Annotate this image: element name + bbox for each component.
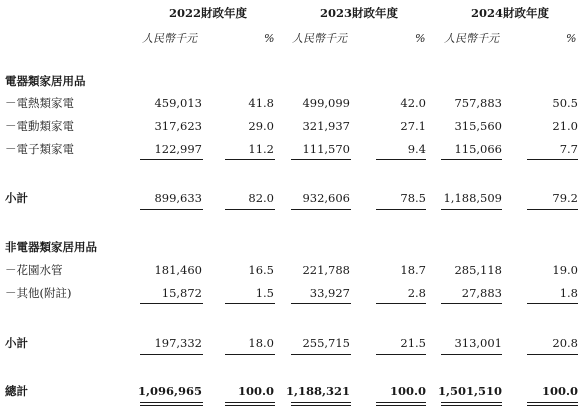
- rule-line: [441, 209, 502, 210]
- cell-pct-2024: 19.0: [552, 263, 578, 277]
- double-rule-line: [291, 405, 351, 406]
- cell-amount-2024: 757,883: [454, 96, 502, 110]
- amount-unit-2023: 人民幣千元: [292, 32, 347, 45]
- section-title-electrical: 電器類家居用品: [5, 74, 86, 88]
- double-rule-line: [140, 405, 203, 406]
- row-label: －電動類家電: [5, 119, 74, 133]
- rule-line: [291, 159, 351, 160]
- cell-amount-2023: 111,570: [302, 142, 350, 156]
- cell-pct-2023: 18.7: [400, 263, 426, 277]
- double-rule-line: [376, 405, 426, 406]
- rule-line: [441, 354, 502, 355]
- double-rule-line: [225, 402, 275, 403]
- rule-line: [441, 159, 502, 160]
- cell-pct-2023: 9.4: [407, 142, 426, 156]
- rule-line: [225, 159, 275, 160]
- subtotal-pct-2022: 18.0: [248, 336, 274, 350]
- amount-unit-2024: 人民幣千元: [444, 32, 499, 45]
- cell-amount-2022: 317,623: [154, 119, 202, 133]
- rule-line: [376, 209, 426, 210]
- rule-line: [225, 303, 275, 304]
- pct-unit-2023: %: [415, 32, 426, 45]
- rule-line: [376, 303, 426, 304]
- subtotal-label: 小計: [5, 191, 28, 205]
- double-rule-line: [376, 402, 426, 403]
- subtotal-pct-2022: 82.0: [248, 191, 274, 205]
- rule-line: [140, 303, 203, 304]
- cell-pct-2022: 16.5: [248, 263, 274, 277]
- rule-line: [441, 303, 502, 304]
- cell-pct-2024: 1.8: [559, 286, 578, 300]
- cell-pct-2024: 21.0: [552, 119, 578, 133]
- total-pct-2022: 100.0: [237, 384, 274, 398]
- cell-pct-2024: 7.7: [559, 142, 578, 156]
- cell-pct-2022: 1.5: [255, 286, 274, 300]
- cell-amount-2023: 321,937: [302, 119, 350, 133]
- cell-pct-2022: 11.2: [248, 142, 274, 156]
- rule-line: [376, 354, 426, 355]
- cell-amount-2022: 122,997: [154, 142, 202, 156]
- cell-pct-2022: 41.8: [248, 96, 274, 110]
- total-amount-2024: 1,501,510: [437, 384, 502, 398]
- total-pct-2024: 100.0: [541, 384, 578, 398]
- cell-pct-2023: 27.1: [400, 119, 426, 133]
- rule-line: [527, 303, 578, 304]
- cell-amount-2022: 459,013: [154, 96, 202, 110]
- double-rule-line: [291, 402, 351, 403]
- total-label: 總計: [5, 384, 28, 398]
- subtotal-amount-2022: 197,332: [154, 336, 202, 350]
- pct-unit-2022: %: [264, 32, 275, 45]
- row-label: －其他(附註): [5, 286, 72, 300]
- double-rule-line: [225, 405, 275, 406]
- row-label: －花園水管: [5, 263, 63, 277]
- cell-pct-2023: 2.8: [407, 286, 426, 300]
- rule-line: [140, 354, 203, 355]
- subtotal-amount-2023: 255,715: [302, 336, 350, 350]
- rule-line: [291, 303, 351, 304]
- cell-amount-2023: 499,099: [302, 96, 350, 110]
- double-rule-line: [441, 405, 502, 406]
- subtotal-amount-2024: 313,001: [454, 336, 502, 350]
- cell-amount-2022: 15,872: [161, 286, 202, 300]
- row-label: －電熱類家電: [5, 96, 74, 110]
- cell-amount-2024: 27,883: [461, 286, 502, 300]
- rule-line: [291, 209, 351, 210]
- rule-line: [225, 354, 275, 355]
- rule-line: [140, 159, 203, 160]
- year-header-2022: 2022財政年度: [168, 6, 247, 20]
- double-rule-line: [140, 402, 203, 403]
- rule-line: [140, 209, 203, 210]
- subtotal-pct-2023: 78.5: [400, 191, 426, 205]
- row-label: －電子類家電: [5, 142, 74, 156]
- subtotal-pct-2024: 20.8: [552, 336, 578, 350]
- double-rule-line: [441, 402, 502, 403]
- year-header-2024: 2024財政年度: [470, 6, 549, 20]
- subtotal-label: 小計: [5, 336, 28, 350]
- subtotal-amount-2024: 1,188,509: [443, 191, 502, 205]
- double-rule-line: [527, 405, 578, 406]
- total-amount-2022: 1,096,965: [137, 384, 202, 398]
- subtotal-amount-2022: 899,633: [154, 191, 202, 205]
- rule-line: [527, 209, 578, 210]
- year-header-2023: 2023財政年度: [319, 6, 398, 20]
- amount-unit-2022: 人民幣千元: [142, 32, 197, 45]
- cell-amount-2024: 285,118: [454, 263, 502, 277]
- pct-unit-2024: %: [566, 32, 577, 45]
- total-pct-2023: 100.0: [389, 384, 426, 398]
- rule-line: [527, 159, 578, 160]
- rule-line: [527, 354, 578, 355]
- cell-amount-2024: 315,560: [454, 119, 502, 133]
- subtotal-pct-2024: 79.2: [552, 191, 578, 205]
- cell-pct-2022: 29.0: [248, 119, 274, 133]
- double-rule-line: [527, 402, 578, 403]
- rule-line: [376, 159, 426, 160]
- total-amount-2023: 1,188,321: [285, 384, 350, 398]
- cell-amount-2024: 115,066: [454, 142, 502, 156]
- cell-pct-2023: 42.0: [400, 96, 426, 110]
- subtotal-amount-2023: 932,606: [302, 191, 350, 205]
- cell-amount-2023: 221,788: [302, 263, 350, 277]
- cell-amount-2023: 33,927: [309, 286, 350, 300]
- rule-line: [291, 354, 351, 355]
- rule-line: [225, 209, 275, 210]
- cell-pct-2024: 50.5: [552, 96, 578, 110]
- section-title-non-electrical: 非電器類家居用品: [5, 240, 97, 254]
- subtotal-pct-2023: 21.5: [400, 336, 426, 350]
- cell-amount-2022: 181,460: [154, 263, 202, 277]
